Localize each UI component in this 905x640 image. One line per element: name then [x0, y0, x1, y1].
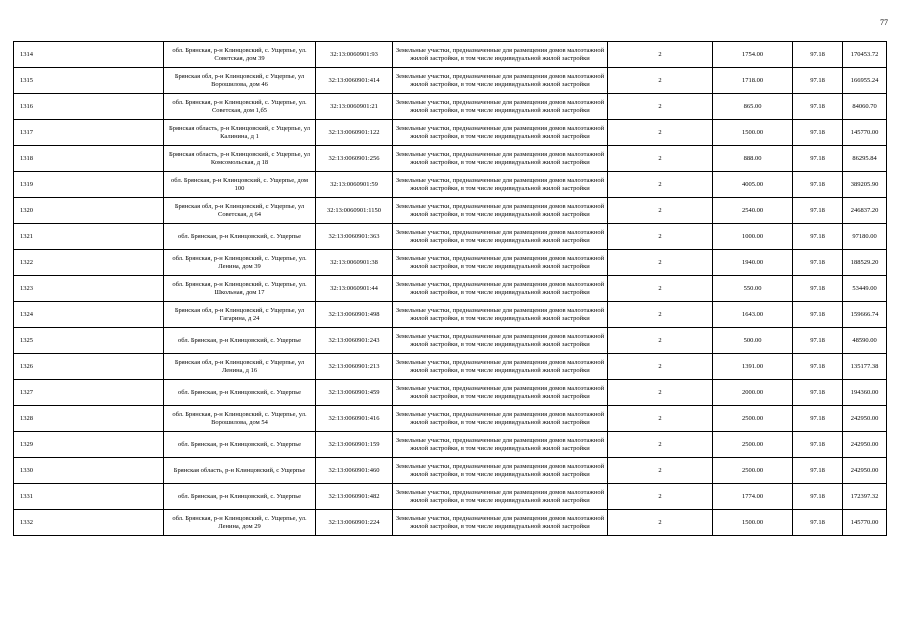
- category-cell: 2: [608, 458, 713, 484]
- category-cell: 2: [608, 406, 713, 432]
- land-use-cell: Земельные участки, предназначенные для размещения домов малоэтажной жилой застройки, в том числе индивидуальной жилой застройки: [393, 354, 608, 380]
- row-number: 1322: [14, 250, 164, 276]
- area-cell: 1774.00: [713, 484, 793, 510]
- rate-cell: 97.18: [793, 68, 843, 94]
- land-use-cell: Земельные участки, предназначенные для размещения домов малоэтажной жилой застройки, в том числе индивидуальной жилой застройки: [393, 432, 608, 458]
- table-row: [14, 250, 887, 276]
- category-cell: 2: [608, 224, 713, 250]
- table-row: [14, 224, 887, 250]
- page-number: 77: [880, 18, 888, 27]
- cadastral-number-cell: 32:13:0060901:21: [316, 94, 393, 120]
- address-cell: Брянская обл, р-н Клинцовский, с Ущерпье, ул Советская, д 64: [164, 198, 316, 224]
- value-cell: 145770.00: [843, 120, 887, 146]
- value-cell: 389205.90: [843, 172, 887, 198]
- row-number: 1318: [14, 146, 164, 172]
- value-cell: 145770.00: [843, 510, 887, 536]
- rate-cell: 97.18: [793, 120, 843, 146]
- address-cell: обл. Брянская, р-н Клинцовский, с. Ущерпье, ул. Школьная, дом 17: [164, 276, 316, 302]
- land-use-cell: Земельные участки, предназначенные для размещения домов малоэтажной жилой застройки, в том числе индивидуальной жилой застройки: [393, 406, 608, 432]
- table-row: [14, 406, 887, 432]
- land-use-cell: Земельные участки, предназначенные для размещения домов малоэтажной жилой застройки, в том числе индивидуальной жилой застройки: [393, 224, 608, 250]
- address-cell: обл. Брянская, р-н Клинцовский, с. Ущерпье: [164, 224, 316, 250]
- table-row: [14, 198, 887, 224]
- row-number: 1314: [14, 42, 164, 68]
- row-number: 1329: [14, 432, 164, 458]
- rate-cell: 97.18: [793, 432, 843, 458]
- rate-cell: 97.18: [793, 302, 843, 328]
- land-use-cell: Земельные участки, предназначенные для размещения домов малоэтажной жилой застройки, в том числе индивидуальной жилой застройки: [393, 172, 608, 198]
- row-number: 1324: [14, 302, 164, 328]
- row-number: 1328: [14, 406, 164, 432]
- table-row: [14, 510, 887, 536]
- table-row: [14, 484, 887, 510]
- address-cell: Брянская область, р-н Клинцовский, с Ущерпье, ул Комсомольская, д 18: [164, 146, 316, 172]
- address-cell: обл. Брянская, р-н Клинцовский, с. Ущерпье, ул. Ленина, дом 39: [164, 250, 316, 276]
- category-cell: 2: [608, 328, 713, 354]
- land-use-cell: Земельные участки, предназначенные для размещения домов малоэтажной жилой застройки, в том числе индивидуальной жилой застройки: [393, 380, 608, 406]
- cadastral-number-cell: 32:13:0060901:459: [316, 380, 393, 406]
- cadastral-number-cell: 32:13:0060901:416: [316, 406, 393, 432]
- rate-cell: 97.18: [793, 146, 843, 172]
- area-cell: 550.00: [713, 276, 793, 302]
- cadastral-number-cell: 32:13:0060901:482: [316, 484, 393, 510]
- category-cell: 2: [608, 146, 713, 172]
- cadastral-number-cell: 32:13:0060901:414: [316, 68, 393, 94]
- row-number: 1321: [14, 224, 164, 250]
- area-cell: 2500.00: [713, 432, 793, 458]
- address-cell: Брянская обл, р-н Клинцовский, с Ущерпье, ул Гагарина, д 24: [164, 302, 316, 328]
- cadastral-number-cell: 32:13:0060901:498: [316, 302, 393, 328]
- land-use-cell: Земельные участки, предназначенные для размещения домов малоэтажной жилой застройки, в том числе индивидуальной жилой застройки: [393, 68, 608, 94]
- area-cell: 2000.00: [713, 380, 793, 406]
- address-cell: Брянская обл, р-н Клинцовский, с Ущерпье, ул Ворошилова, дом 46: [164, 68, 316, 94]
- land-use-cell: Земельные участки, предназначенные для размещения домов малоэтажной жилой застройки, в том числе индивидуальной жилой застройки: [393, 302, 608, 328]
- area-cell: 1643.00: [713, 302, 793, 328]
- address-cell: обл. Брянская, р-н Клинцовский, с. Ущерпье, ул. Ленина, дом 29: [164, 510, 316, 536]
- row-number: 1316: [14, 94, 164, 120]
- value-cell: 242950.00: [843, 432, 887, 458]
- value-cell: 170453.72: [843, 42, 887, 68]
- table-row: [14, 380, 887, 406]
- row-number: 1315: [14, 68, 164, 94]
- row-number: 1326: [14, 354, 164, 380]
- cadastral-number-cell: 32:13:0060901:1150: [316, 198, 393, 224]
- address-cell: обл. Брянская, р-н Клинцовский, с. Ущерпье, дом 100: [164, 172, 316, 198]
- category-cell: 2: [608, 484, 713, 510]
- land-use-cell: Земельные участки, предназначенные для размещения домов малоэтажной жилой застройки, в том числе индивидуальной жилой застройки: [393, 94, 608, 120]
- row-number: 1320: [14, 198, 164, 224]
- value-cell: 159666.74: [843, 302, 887, 328]
- address-cell: обл. Брянская, р-н Клинцовский, с. Ущерпье: [164, 484, 316, 510]
- row-number: 1327: [14, 380, 164, 406]
- value-cell: 86295.84: [843, 146, 887, 172]
- cadastral-number-cell: 32:13:0060901:44: [316, 276, 393, 302]
- land-use-cell: Земельные участки, предназначенные для размещения домов малоэтажной жилой застройки, в том числе индивидуальной жилой застройки: [393, 42, 608, 68]
- area-cell: 888.00: [713, 146, 793, 172]
- value-cell: 246837.20: [843, 198, 887, 224]
- table-row: [14, 68, 887, 94]
- rate-cell: 97.18: [793, 224, 843, 250]
- area-cell: 2500.00: [713, 406, 793, 432]
- area-cell: 2540.00: [713, 198, 793, 224]
- address-cell: обл. Брянская, р-н Клинцовский, с. Ущерпье, ул. Ворошилова, дом 54: [164, 406, 316, 432]
- rate-cell: 97.18: [793, 458, 843, 484]
- table-row: [14, 172, 887, 198]
- value-cell: 242950.00: [843, 458, 887, 484]
- address-cell: обл. Брянская, р-н Клинцовский, с. Ущерпье: [164, 328, 316, 354]
- value-cell: 97180.00: [843, 224, 887, 250]
- land-plots-table: [13, 41, 887, 536]
- address-cell: обл. Брянская, р-н Клинцовский, с. Ущерпье: [164, 432, 316, 458]
- area-cell: 500.00: [713, 328, 793, 354]
- rate-cell: 97.18: [793, 276, 843, 302]
- row-number: 1332: [14, 510, 164, 536]
- land-use-cell: Земельные участки, предназначенные для размещения домов малоэтажной жилой застройки, в том числе индивидуальной жилой застройки: [393, 146, 608, 172]
- rate-cell: 97.18: [793, 94, 843, 120]
- value-cell: 135177.38: [843, 354, 887, 380]
- category-cell: 2: [608, 94, 713, 120]
- rate-cell: 97.18: [793, 42, 843, 68]
- cadastral-number-cell: 32:13:0060901:93: [316, 42, 393, 68]
- address-cell: обл. Брянская, р-н Клинцовский, с. Ущерпье: [164, 380, 316, 406]
- category-cell: 2: [608, 432, 713, 458]
- value-cell: 194360.00: [843, 380, 887, 406]
- rate-cell: 97.18: [793, 250, 843, 276]
- land-use-cell: Земельные участки, предназначенные для размещения домов малоэтажной жилой застройки, в том числе индивидуальной жилой застройки: [393, 484, 608, 510]
- land-use-cell: Земельные участки, предназначенные для размещения домов малоэтажной жилой застройки, в том числе индивидуальной жилой застройки: [393, 276, 608, 302]
- land-use-cell: Земельные участки, предназначенные для размещения домов малоэтажной жилой застройки, в том числе индивидуальной жилой застройки: [393, 328, 608, 354]
- rate-cell: 97.18: [793, 354, 843, 380]
- area-cell: 1000.00: [713, 224, 793, 250]
- row-number: 1319: [14, 172, 164, 198]
- rate-cell: 97.18: [793, 172, 843, 198]
- area-cell: 1718.00: [713, 68, 793, 94]
- address-cell: Брянская область, р-н Клинцовский, с Ущерпье: [164, 458, 316, 484]
- area-cell: 1940.00: [713, 250, 793, 276]
- category-cell: 2: [608, 276, 713, 302]
- category-cell: 2: [608, 172, 713, 198]
- table-row: [14, 276, 887, 302]
- row-number: 1325: [14, 328, 164, 354]
- table-row: [14, 302, 887, 328]
- cadastral-number-cell: 32:13:0060901:224: [316, 510, 393, 536]
- land-use-cell: Земельные участки, предназначенные для размещения домов малоэтажной жилой застройки, в том числе индивидуальной жилой застройки: [393, 120, 608, 146]
- table-row: [14, 458, 887, 484]
- rate-cell: 97.18: [793, 328, 843, 354]
- area-cell: 1391.00: [713, 354, 793, 380]
- category-cell: 2: [608, 68, 713, 94]
- table-row: [14, 120, 887, 146]
- rate-cell: 97.18: [793, 510, 843, 536]
- value-cell: 84060.70: [843, 94, 887, 120]
- land-use-cell: Земельные участки, предназначенные для размещения домов малоэтажной жилой застройки, в том числе индивидуальной жилой застройки: [393, 510, 608, 536]
- table-row: [14, 42, 887, 68]
- rate-cell: 97.18: [793, 484, 843, 510]
- cadastral-number-cell: 32:13:0060901:159: [316, 432, 393, 458]
- cadastral-number-cell: 32:13:0060901:122: [316, 120, 393, 146]
- category-cell: 2: [608, 250, 713, 276]
- value-cell: 166955.24: [843, 68, 887, 94]
- category-cell: 2: [608, 302, 713, 328]
- cadastral-number-cell: 32:13:0060901:363: [316, 224, 393, 250]
- land-use-cell: Земельные участки, предназначенные для размещения домов малоэтажной жилой застройки, в том числе индивидуальной жилой застройки: [393, 198, 608, 224]
- area-cell: 1754.00: [713, 42, 793, 68]
- table-row: [14, 432, 887, 458]
- category-cell: 2: [608, 510, 713, 536]
- cadastral-number-cell: 32:13:0060901:256: [316, 146, 393, 172]
- category-cell: 2: [608, 354, 713, 380]
- cadastral-number-cell: 32:13:0060901:243: [316, 328, 393, 354]
- address-cell: Брянская обл, р-н Клинцовский, с Ущерпье, ул Ленина, д 16: [164, 354, 316, 380]
- row-number: 1331: [14, 484, 164, 510]
- row-number: 1323: [14, 276, 164, 302]
- land-use-cell: Земельные участки, предназначенные для размещения домов малоэтажной жилой застройки, в том числе индивидуальной жилой застройки: [393, 458, 608, 484]
- table-row: [14, 146, 887, 172]
- category-cell: 2: [608, 120, 713, 146]
- address-cell: Брянская область, р-н Клинцовский, с Ущерпье, ул Калинина, д 1: [164, 120, 316, 146]
- rate-cell: 97.18: [793, 406, 843, 432]
- value-cell: 188529.20: [843, 250, 887, 276]
- area-cell: 4005.00: [713, 172, 793, 198]
- address-cell: обл. Брянская, р-н Клинцовский, с. Ущерпье, ул. Советская, дом 39: [164, 42, 316, 68]
- value-cell: 172397.32: [843, 484, 887, 510]
- area-cell: 2500.00: [713, 458, 793, 484]
- cadastral-number-cell: 32:13:0060901:38: [316, 250, 393, 276]
- cadastral-number-cell: 32:13:0060901:460: [316, 458, 393, 484]
- row-number: 1330: [14, 458, 164, 484]
- area-cell: 1500.00: [713, 120, 793, 146]
- area-cell: 865.00: [713, 94, 793, 120]
- rate-cell: 97.18: [793, 380, 843, 406]
- land-use-cell: Земельные участки, предназначенные для размещения домов малоэтажной жилой застройки, в том числе индивидуальной жилой застройки: [393, 250, 608, 276]
- cadastral-number-cell: 32:13:0060901:213: [316, 354, 393, 380]
- category-cell: 2: [608, 42, 713, 68]
- address-cell: обл. Брянская, р-н Клинцовский, с. Ущерпье, ул. Советская, дом 1,б5: [164, 94, 316, 120]
- table-row: [14, 354, 887, 380]
- table-row: [14, 328, 887, 354]
- value-cell: 242950.00: [843, 406, 887, 432]
- area-cell: 1500.00: [713, 510, 793, 536]
- category-cell: 2: [608, 198, 713, 224]
- value-cell: 53449.00: [843, 276, 887, 302]
- cadastral-number-cell: 32:13:0060901:59: [316, 172, 393, 198]
- category-cell: 2: [608, 380, 713, 406]
- row-number: 1317: [14, 120, 164, 146]
- table-row: [14, 94, 887, 120]
- rate-cell: 97.18: [793, 198, 843, 224]
- value-cell: 48590.00: [843, 328, 887, 354]
